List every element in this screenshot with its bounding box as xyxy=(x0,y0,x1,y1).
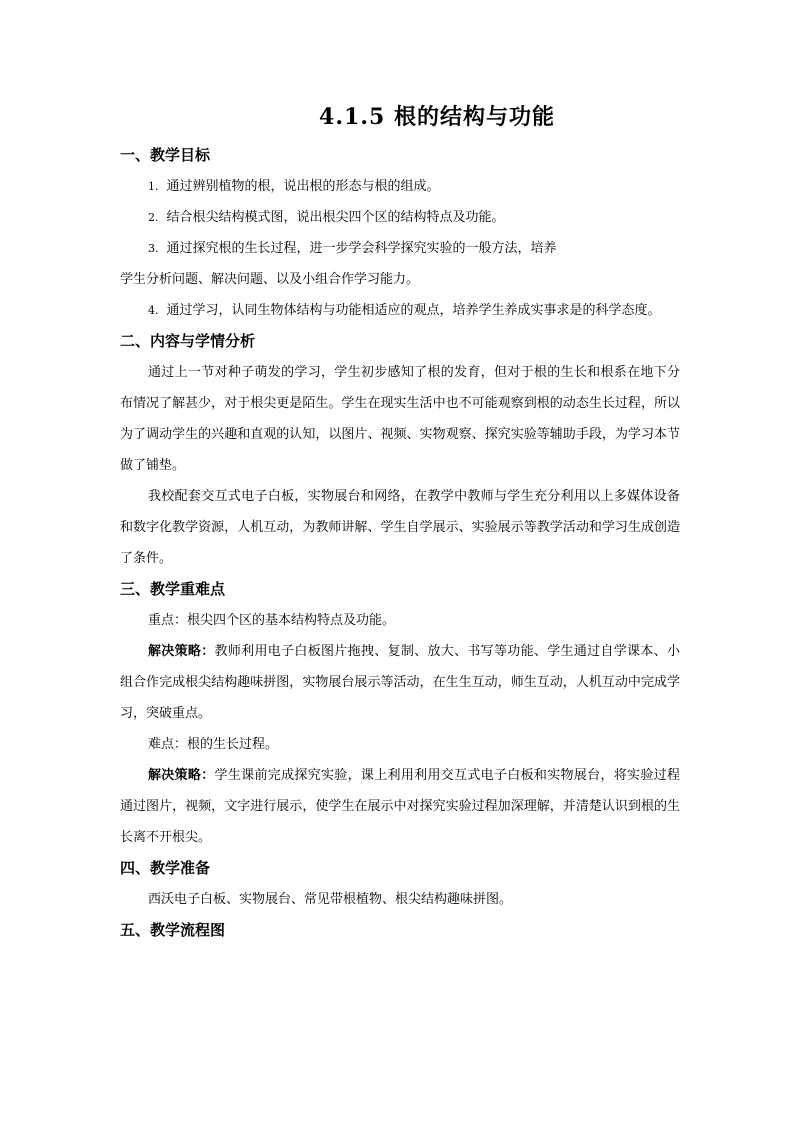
analysis-paragraph-1: 通过上一节对种子萌发的学习，学生初步感知了根的发育，但对于根的生长和根系在地下分布情况了解甚少，对于根尖更是陌生。学生在现实生活中也不可能观察到根的动态生长过程，所以为了调动学生的兴趣和直观的认知，以图片、视频、实物观察、探究实验等辅助手段，为学习本节做了铺垫。 xyxy=(120,365,680,473)
section-heading-objectives: 一、教学目标 xyxy=(120,146,211,164)
strategy-paragraph-1 xyxy=(120,636,680,729)
objective-item-3-continuation: 学生分析问题、解决问题、以及小组合作学习能力。 xyxy=(120,272,420,287)
difficulty-point: 难点：根的生长过程。 xyxy=(148,737,279,752)
objective-item-2 xyxy=(120,202,680,233)
strategy-text: 教师利用电子白板图片拖拽、复制、放大、书写等功能、学生通过自学课本、小组合作完成根尖结构趣味拼图，实物展台展示等活动，在生生互动，师生互动，人机互动中完成学习，突破重点。 xyxy=(120,644,680,721)
objective-item-3 xyxy=(120,233,680,264)
section-heading-analysis: 二、内容与学情分析 xyxy=(120,332,256,350)
preparation-text: 西沃电子白板、实物展台、常见带根植物、根尖结构趣味拼图。 xyxy=(148,892,513,907)
section-heading-preparation: 四、教学准备 xyxy=(120,859,211,877)
key-point: 重点：根尖四个区的基本结构特点及功能。 xyxy=(148,613,396,628)
objective-number: 4. xyxy=(148,304,159,317)
objective-item-4 xyxy=(120,295,680,326)
objective-text: 通过辨别植物的根，说出根的形态与根的组成。 xyxy=(166,179,440,194)
objective-text: 通过学习，认同生物体结构与功能相适应的观点，培养学生养成实事求是的科学态度。 xyxy=(166,303,661,318)
strategy-text: 学生课前完成探究实验，课上利用利用交互式电子白板和实物展台，将实验过程通过图片，视频，文字进行展示，使学生在展示中对探究实验过程加深理解，并清楚认识到根的生长离不开根尖。 xyxy=(120,768,680,845)
objective-text: 结合根尖结构模式图，说出根尖四个区的结构特点及功能。 xyxy=(166,210,505,225)
strategy-label: 解决策略： xyxy=(148,644,215,659)
objective-number: 3. xyxy=(148,242,159,255)
page-title: 4.1.5 根的结构与功能 xyxy=(319,104,555,130)
document-body xyxy=(120,140,680,946)
objective-text: 通过探究根的生长过程，进一步学会科学探究实验的一般方法，培养 xyxy=(166,241,557,256)
section-heading-flowchart: 五、教学流程图 xyxy=(120,921,226,939)
analysis-paragraph-2: 我校配套交互式电子白板，实物展台和网络，在教学中教师与学生充分利用以上多媒体设备和数字化教学资源，人机互动，为教师讲解、学生自学展示、实验展示等教学活动和学习生成创造了条件。 xyxy=(120,489,680,566)
objective-number: 1. xyxy=(148,180,159,193)
strategy-label: 解决策略： xyxy=(148,768,215,783)
objective-item-1 xyxy=(120,171,680,202)
section-heading-key-points: 三、教学重难点 xyxy=(120,580,226,598)
strategy-paragraph-2 xyxy=(120,760,680,853)
objective-number: 2. xyxy=(148,211,159,224)
